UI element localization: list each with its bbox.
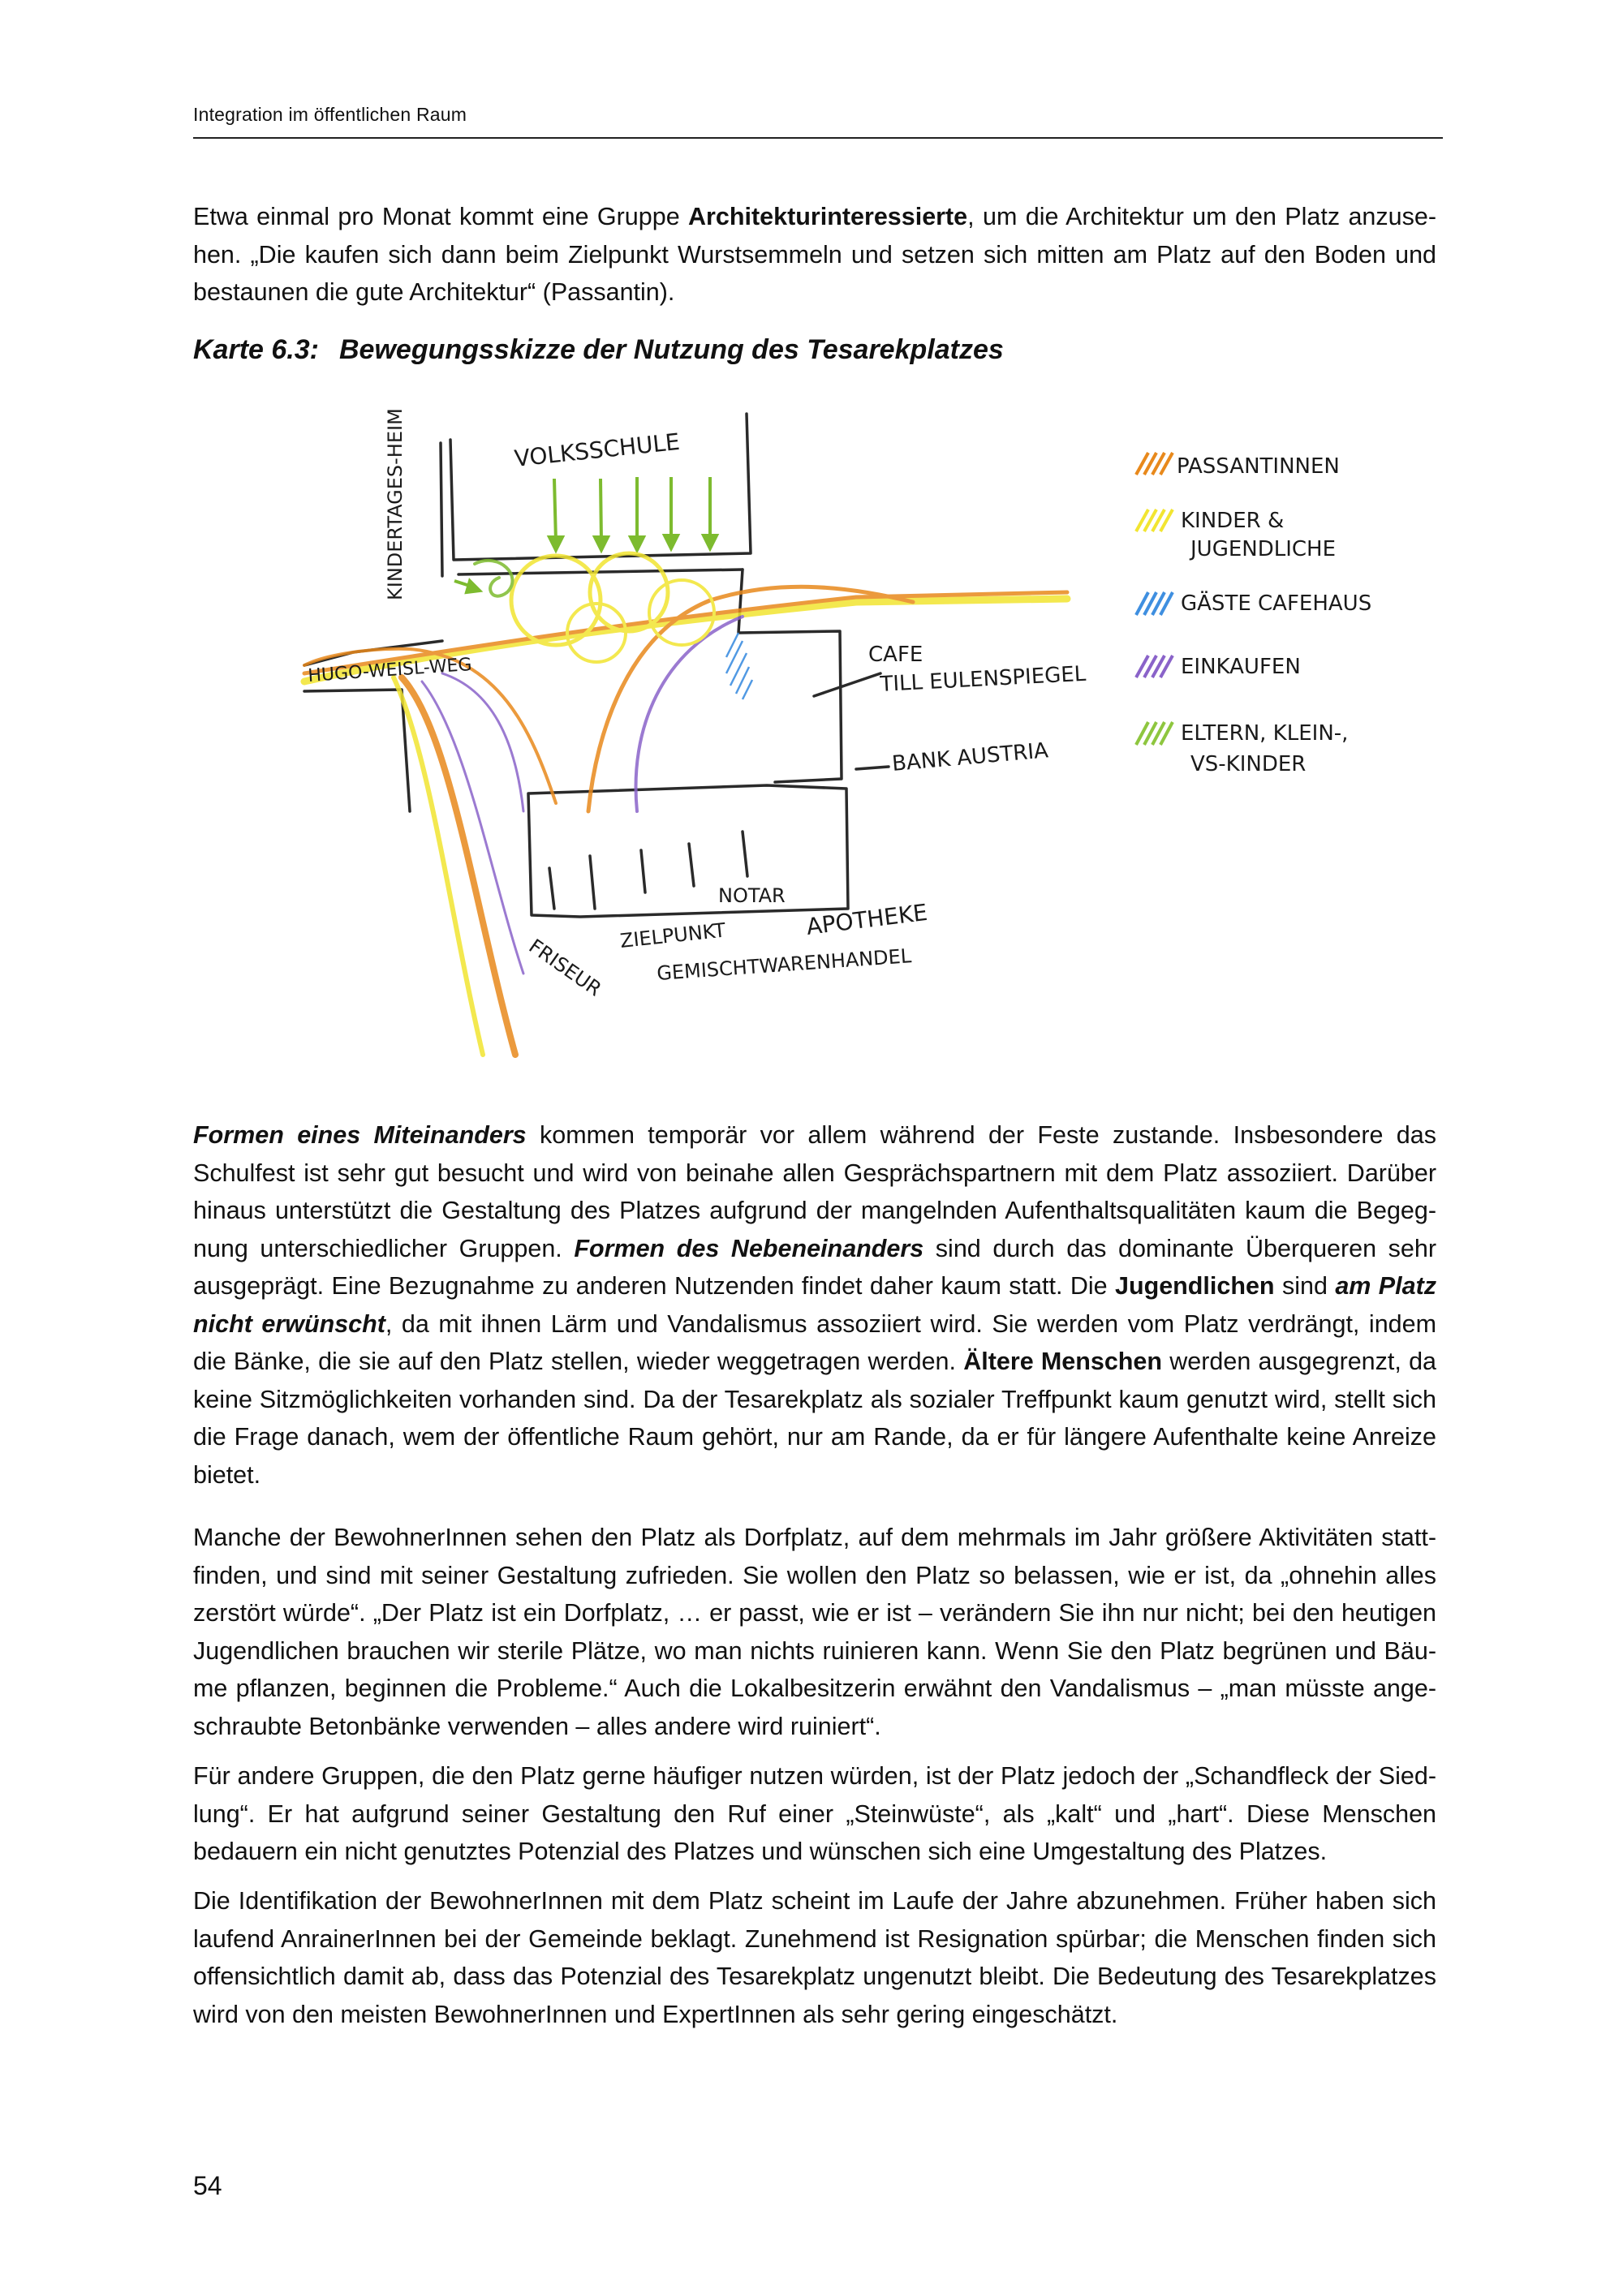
p2-bold-1: Formen eines Miteinanders	[193, 1121, 527, 1149]
paragraph-4: Für andere Gruppen, die den Platz gerne häufiger nutzen würden, ist der Platz jedoch der „Schandfleck der Siedlung“. Er hat aufgrund seiner Gestaltung den Ruf einer „Steinwüste“, als „kalt“ und „hart“. Diese Menschen bedauern ein nicht genutztes Potenzial des Platzes und wünschen sich eine Umgestaltung des Platzes.	[193, 1762, 1436, 1865]
label-bank-austria: BANK AUSTRIA	[890, 738, 1049, 776]
legend-label-jugendliche: JUGENDLICHE	[1190, 537, 1337, 561]
legend-item-passanten	[1136, 453, 1340, 479]
p2-bold-2: Formen des Nebeneinanders	[574, 1234, 924, 1262]
legend-label-passanten: PASSANTINNEN	[1177, 454, 1340, 479]
movement-sketch	[288, 389, 1440, 1071]
paragraph-5: Die Identifikation der BewohnerInnen mit dem Platz scheint im Laufe der Jahre abzunehmen. Früher haben sich laufend AnrainerInnen bei der Gemeinde beklagt. Zunehmend ist Resignation spürbar; die Menschen finden sich offensichtlich damit ab, dass das Potenzial des Tesarekplatz ungenutzt bleibt. Die Bedeutung des Tesarekplatzes wird von den meisten BewohnerInnen und ExpertInnen als sehr gering eingeschätzt.	[193, 1887, 1436, 2028]
label-apotheke: APOTHEKE	[804, 898, 929, 940]
label-hugo-weisl-weg: HUGO-WEISL-WEG	[307, 654, 473, 686]
legend-label-kinder: KINDER &	[1181, 509, 1285, 533]
header-rule	[193, 137, 1443, 139]
legend-item-eltern	[1136, 721, 1348, 776]
p2-text-1: kommen temporär vor allem während der Feste zustande. Insbesondere das Schulfest ist sehr gut besucht und wird von beinahe allen Gesprächspartnern mit dem Platz assoziiert. Darüber hinaus unterstützt die Gestaltung des Platzes aufgrund der mangelnden Aufenthaltsqualitäten kaum die Begegnung unterschiedlicher Gruppen.	[193, 1121, 1436, 1262]
p2-text-3: sind	[1274, 1272, 1336, 1300]
p1-text-1: Etwa einmal pro Monat kommt eine Gruppe	[193, 203, 689, 230]
caption-title: Bewegungsskizze der Nutzung des Tesarekplatzes	[339, 334, 1004, 365]
label-volksschule: VOLKSSCHULE	[513, 428, 682, 472]
p2-bold-5: Ältere Menschen	[963, 1348, 1163, 1375]
p2-text-2: sind durch das dominante Überqueren sehr ausgeprägt. Eine Bezugnahme zu anderen Nutzenden findet daher kaum statt. Die	[193, 1234, 1436, 1300]
label-kindertagesheim: KINDERTAGES-HEIM	[384, 408, 407, 600]
p2-text-5: werden ausgegrenzt, da keine Sitzmöglichkeiten vorhanden sind. Da der Tesarekplatz als sozialer Treffpunkt kaum genutzt wird, stellt sich die Frage danach, wem der öffentliche Raum gehört, nur am Rande, da er für längere Aufenthalte keine Anreize bietet.	[193, 1348, 1436, 1489]
p2-bold-3: Jugendlichen	[1114, 1272, 1275, 1300]
label-notar: NOTAR	[718, 884, 786, 907]
legend-item-einkaufen	[1136, 655, 1301, 679]
legend-label-gaeste: GÄSTE CAFEHAUS	[1181, 591, 1372, 616]
paragraph-3: Manche der BewohnerInnen sehen den Platz als Dorfplatz, auf dem mehrmals im Jahr größere Aktivitäten stattfinden, und sind mit seiner Gestaltung zufrieden. Sie wollen den Platz so belassen, wie er ist, da „ohnehin alles zerstört würde“. „Der Platz ist ein Dorfplatz, … er passt, wie er ist – verändern Sie ihn nur nicht; bei den heutigen Jugendlichen brauchen wir sterile Plätze, wo man nichts ruinieren kann. Wenn Sie den Platz begrünen und Bäume pflanzen, beginnen die Probleme.“ Auch die Lokalbesitzerin erwähnt den Vandalismus – „man müsste angeschraubte Betonbänke verwenden – alles andere wird ruiniert“.	[193, 1524, 1436, 1740]
paragraph-1	[193, 198, 1436, 312]
p2-text-4: , da mit ihnen Lärm und Vandalismus assoziiert wird. Sie werden vom Platz verdrängt, indem die Bänke, die sie auf den Platz stellen, wieder weggetragen werden.	[193, 1309, 1436, 1375]
page-number: 54	[193, 2171, 222, 2200]
label-cafe: CAFE	[868, 643, 923, 667]
legend-item-kinder	[1136, 509, 1336, 561]
label-friseur: FRISEUR	[524, 934, 606, 1001]
legend-label-einkaufen: EINKAUFEN	[1181, 655, 1301, 679]
running-header: Integration im öffentlichen Raum	[193, 104, 467, 125]
legend	[1136, 453, 1371, 776]
p2-bold-4: am Platz nicht erwünscht	[193, 1272, 1436, 1338]
label-gemischtwarenhandel: GEMISCHTWARENHANDEL	[656, 944, 912, 985]
legend-label-vs-kinder: VS-KINDER	[1190, 752, 1307, 776]
legend-item-gaeste	[1136, 590, 1371, 616]
label-till-eulenspiegel: TILL EULENSPIEGEL	[879, 661, 1087, 697]
label-zielpunkt: ZIELPUNKT	[618, 918, 727, 952]
caption-number: Karte 6.3:	[193, 334, 319, 365]
p1-text-2: , um die Architektur um den Platz anzusehen. „Die kaufen sich dann beim Zielpunkt Wurstsemmeln und setzen sich mitten am Platz auf den Boden und bestaunen die gute Architektur“ (Passantin).	[193, 203, 1436, 306]
p1-bold-1: Architekturinteressierte	[688, 203, 968, 230]
map-caption	[193, 334, 1004, 366]
legend-label-eltern: ELTERN, KLEIN-,	[1181, 721, 1349, 746]
cafe-hatching	[726, 633, 752, 699]
paragraph-2	[193, 1116, 1436, 1494]
